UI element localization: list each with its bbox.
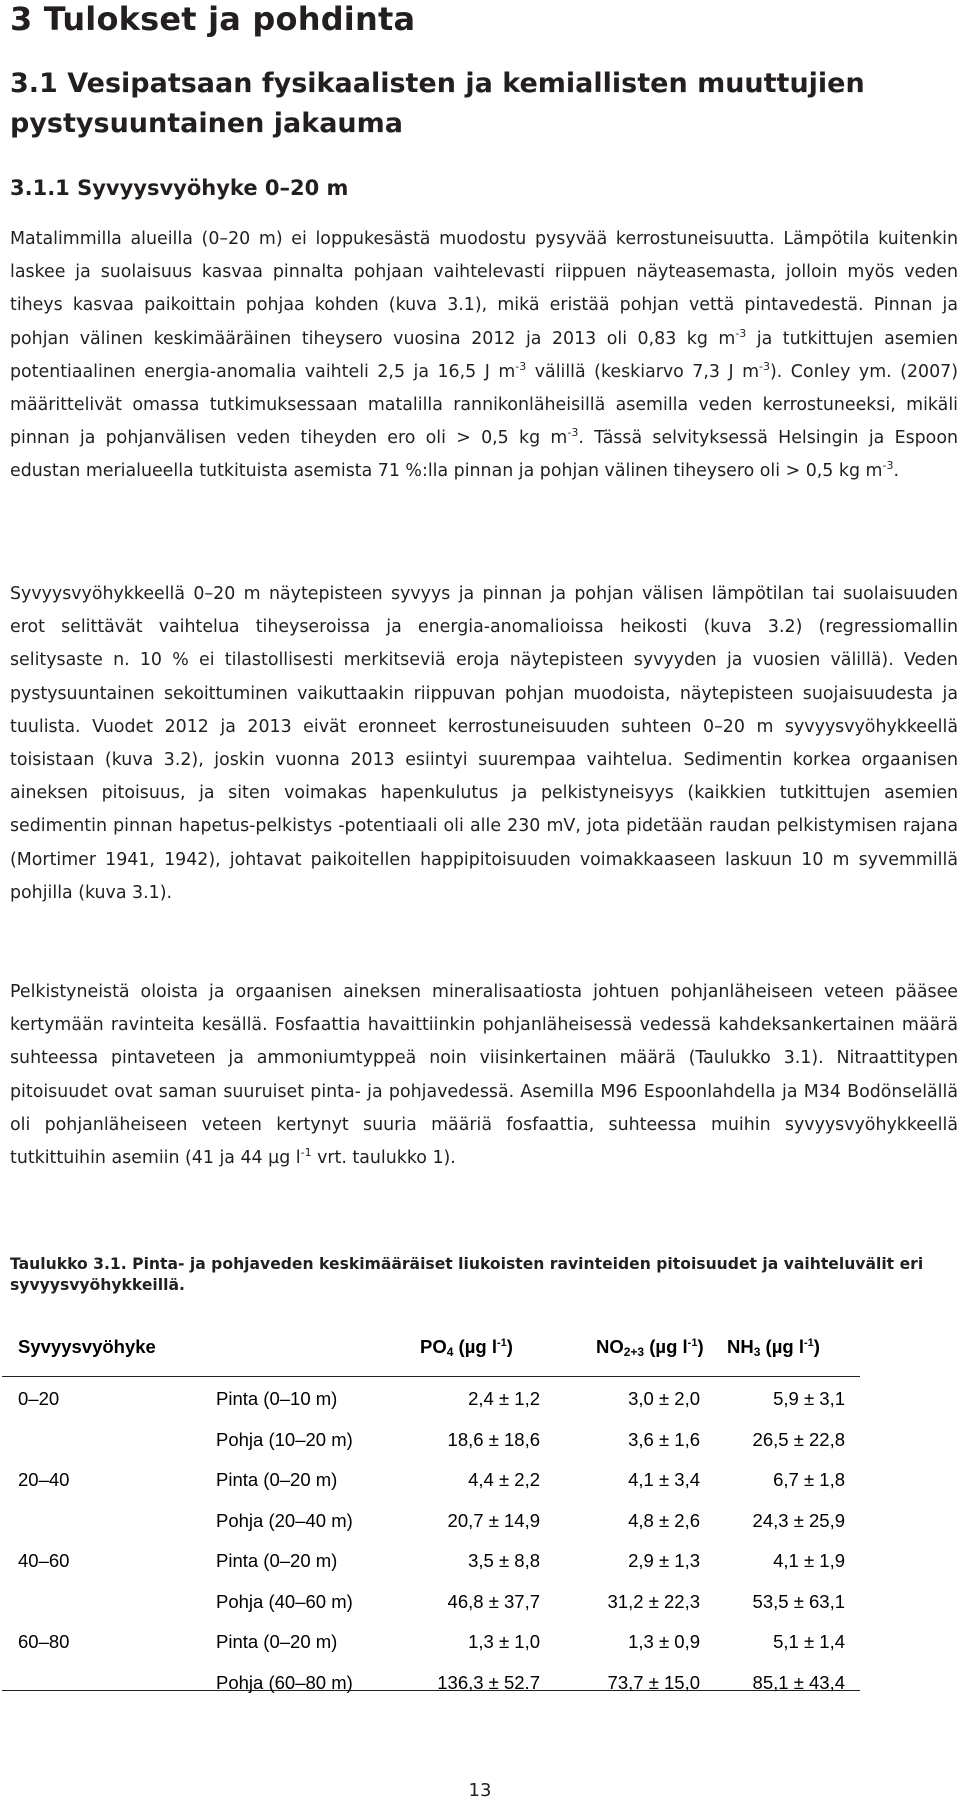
header-nh3-end: )	[813, 1336, 820, 1357]
cell-layer: Pohja (20–40 m)	[216, 1509, 353, 1531]
header-po4-unit: (µg l	[453, 1336, 497, 1357]
cell-layer: Pinta (0–20 m)	[216, 1469, 338, 1490]
p1-text-6: .	[893, 461, 899, 482]
cell-no23: 73,7 ± 15,0	[607, 1671, 700, 1693]
header-po4	[420, 1336, 513, 1364]
cell-po4: 2,4 ± 1,2	[468, 1388, 540, 1409]
subsection-heading: 3.1.1 Syvyysvyöhyke 0–20 m	[10, 176, 349, 200]
header-no23-sub: 2+3	[623, 1345, 645, 1359]
header-no23-base: NO	[596, 1336, 624, 1357]
cell-no23: 3,0 ± 2,0	[628, 1388, 700, 1409]
p1-text-4: ). Conley ym. (2007) määrittelivät omassa tutkimuksessaan matalilla rannikonläheisillä asemilla veden kerrostuneeksi, mikäli pinnan ja pohjanvälisen veden tiheyden ero oli > 0,5 kg m	[10, 361, 958, 449]
cell-no23: 4,1 ± 3,4	[628, 1469, 700, 1490]
header-nh3-unit: (µg l	[760, 1336, 804, 1357]
cell-layer: Pohja (60–80 m)	[216, 1671, 353, 1693]
p1-sup-4: -3	[567, 426, 579, 440]
cell-zone: 20–40	[18, 1469, 70, 1490]
cell-nh3: 5,9 ± 3,1	[773, 1388, 845, 1409]
paragraph-1	[10, 223, 958, 489]
table-top-rule	[2, 1376, 860, 1377]
cell-nh3: 5,1 ± 1,4	[773, 1631, 845, 1652]
header-po4-base: PO	[420, 1336, 447, 1357]
cell-nh3: 4,1 ± 1,9	[773, 1550, 845, 1571]
paragraph-2: Syvyysvyöhykkeellä 0–20 m näytepisteen syvyys ja pinnan ja pohjan välisen lämpötilan tai suolaisuuden erot selittävät vaihtelua tiheyseroissa ja energia-anomalioissa heikosti (kuva 3.2) (regressiomallin selitysaste n. 10 % ei tilastollisesti merkitseviä eroja näytepisteen syvyyden ja vuosien välillä). Veden pystysuuntainen sekoittuminen vaikuttaakin riippuvan pohjan muodoista, näytepisteen suojaisuudesta ja tuulista. Vuodet 2012 ja 2013 eivät eronneet kerrostuneisuuden suhteen 0–20 m syvyysvyöhykkeellä toisistaan (kuva 3.2), joskin vuonna 2013 esiintyi suurempaa vaihtelua. Sedimentin korkea orgaanisen aineksen pitoisuus, ja siten voimakas hapenkulutus ja pelkistyneisyys (kaikkien tutkittujen asemien sedimentin pinnan hapetus-pelkistys -potentiaali oli alle 230 mV, jota pidetään raudan pelkistymisen rajana (Mortimer 1941, 1942), johtavat paikoitellen happipitoisuuden voimakkaaseen laskuun 10 m syvemmillä pohjilla (kuva 3.1).	[10, 584, 958, 903]
cell-no23: 3,6 ± 1,6	[628, 1428, 700, 1450]
cell-layer: Pohja (10–20 m)	[216, 1428, 353, 1450]
cell-zone: 0–20	[18, 1388, 60, 1409]
header-zone: Syvyysvyöhyke	[18, 1336, 156, 1357]
cell-layer: Pinta (0–20 m)	[216, 1631, 338, 1652]
header-nh3-sup: -1	[803, 1337, 814, 1349]
cell-zone	[18, 1428, 168, 1452]
cell-po4: 4,4 ± 2,2	[468, 1469, 540, 1490]
cell-po4: 18,6 ± 18,6	[447, 1428, 540, 1450]
cell-zone	[18, 1509, 168, 1533]
table-bottom-rule	[2, 1690, 860, 1691]
cell-zone: 40–60	[18, 1550, 70, 1571]
header-po4-sub: 4	[446, 1345, 454, 1359]
chapter-heading: 3 Tulokset ja pohdinta	[10, 0, 416, 38]
cell-no23: 4,8 ± 2,6	[628, 1509, 700, 1531]
cell-nh3: 24,3 ± 25,9	[752, 1509, 845, 1531]
header-po4-end: )	[506, 1336, 513, 1357]
p1-text-1: Matalimmilla alueilla (0–20 m) ei loppukesästä muodostu pysyvää kerrostuneisuutta. Lämpötila kuitenkin laskee ja suolaisuus kasvaa pinnalta pohjaan vaihtelevasti riippuen näyteasemasta, jolloin myös veden tiheys kasvaa paikoittain pohjaa kohden (kuva 3.1), mikä eristää pohjan vettä pintavedestä. Pinnan ja pohjan välinen keskimääräinen tiheysero vuosina 2012 ja 2013 oli 0,83 kg m	[10, 229, 958, 349]
cell-no23: 1,3 ± 0,9	[628, 1631, 700, 1652]
cell-layer: Pinta (0–20 m)	[216, 1550, 338, 1571]
page-number: 13	[468, 1780, 492, 1801]
p3-text-1: Pelkistyneistä oloista ja orgaanisen aineksen mineralisaatiosta johtuen pohjanläheiseen veteen pääsee kertymään ravinteita kesällä. Fosfaattia havaittiinkin pohjanläheisessä vedessä kahdeksankertainen määrä suhteessa pintaveteen ja ammoniumtyppeä noin viisinkertainen määrä (Taulukko 3.1). Nitraattitypen pitoisuudet ovat saman suuruiset pinta- ja pohjavedessä. Asemilla M96 Espoonlahdella ja M34 Bodönselällä oli pohjanläheiseen veteen kertynyt suuria määriä fosfaattia, suhteessa muihin syvyysvyöhykkeellä tutkittuihin asemiin (41 ja 44 µg l	[10, 982, 958, 1169]
cell-po4: 20,7 ± 14,9	[447, 1509, 540, 1531]
header-nh3-base: NH	[727, 1336, 754, 1357]
section-heading: 3.1 Vesipatsaan fysikaalisten ja kemiallisten muuttujien pystysuuntainen jakauma	[10, 68, 865, 139]
p3-text-2: vrt. taulukko 1).	[311, 1148, 456, 1169]
cell-po4: 3,5 ± 8,8	[468, 1550, 540, 1571]
header-no23-end: )	[697, 1336, 704, 1357]
p1-sup-5: -3	[882, 459, 894, 473]
header-no23-sup: -1	[687, 1337, 698, 1349]
header-no23	[596, 1336, 704, 1364]
header-nh3-sub: 3	[753, 1345, 761, 1359]
cell-nh3: 6,7 ± 1,8	[773, 1469, 845, 1490]
cell-zone: 60–80	[18, 1631, 70, 1652]
p3-sup-1: -1	[300, 1146, 312, 1160]
cell-layer: Pohja (40–60 m)	[216, 1590, 353, 1612]
cell-nh3: 85,1 ± 43,4	[752, 1671, 845, 1693]
p1-text-2: ja tutkittujen asemien potentiaalinen energia-anomalia vaihteli 2,5 ja 16,5 J m	[10, 328, 958, 382]
p1-text-5: . Tässä selvityksessä Helsingin ja Espoon edustan merialueella tutkituista asemista 71 %:lla pinnan ja pohjan välinen tiheysero oli > 0,5 kg m	[10, 428, 958, 482]
p1-text-3: välillä (keskiarvo 7,3 J m	[526, 361, 760, 382]
table-caption: Taulukko 3.1. Pinta- ja pohjaveden keskimääräiset liukoisten ravinteiden pitoisuudet ja vaihteluvälit eri syvyysvyöhykkeillä.	[10, 1255, 924, 1294]
p1-sup-3: -3	[759, 359, 770, 373]
header-no23-unit: (µg l	[644, 1336, 688, 1357]
cell-layer: Pinta (0–10 m)	[216, 1388, 338, 1409]
cell-no23: 2,9 ± 1,3	[628, 1550, 700, 1571]
cell-nh3: 53,5 ± 63,1	[752, 1590, 845, 1612]
paragraph-3	[10, 976, 958, 1175]
p1-sup-1: -3	[735, 326, 747, 340]
cell-po4: 136,3 ± 52.7	[437, 1671, 540, 1693]
p1-sup-2: -3	[515, 359, 527, 373]
header-nh3	[727, 1336, 820, 1364]
header-po4-sup: -1	[496, 1337, 507, 1349]
cell-nh3: 26,5 ± 22,8	[752, 1428, 845, 1450]
cell-po4: 1,3 ± 1,0	[468, 1631, 540, 1652]
cell-zone	[18, 1590, 168, 1614]
cell-no23: 31,2 ± 22,3	[607, 1590, 700, 1612]
cell-po4: 46,8 ± 37,7	[447, 1590, 540, 1612]
